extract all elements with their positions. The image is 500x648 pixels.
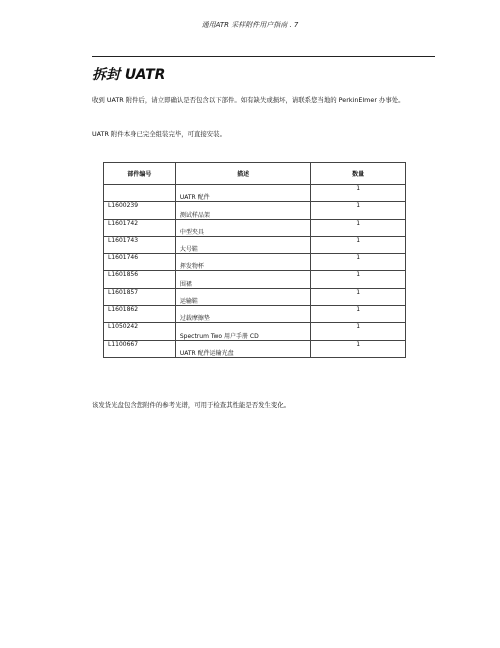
table-row <box>104 202 406 219</box>
assembled-paragraph: UATR 附件本身已完全组装完毕，可直接安装。 <box>92 130 226 138</box>
table-row <box>104 340 406 357</box>
quantity-cell: 1 <box>311 185 406 202</box>
description-cell: 围裙 <box>175 271 311 288</box>
part-number-cell: L1600239 <box>104 202 176 219</box>
table-row <box>104 306 406 323</box>
description-cell: 运输鞋 <box>175 288 311 305</box>
cd-note-paragraph: 该发货光盘包含您附件的参考光谱，可用于检查其性能是否发生变化。 <box>92 401 291 409</box>
part-number-cell: L1601746 <box>104 254 176 271</box>
description-cell: 过载摩擦垫 <box>175 306 311 323</box>
description-cell: 挥发物杯 <box>175 254 311 271</box>
quantity-cell: 1 <box>311 306 406 323</box>
table-row <box>104 236 406 253</box>
table-row <box>104 219 406 236</box>
description-cell: 中型夹具 <box>175 219 311 236</box>
quantity-cell: 1 <box>311 323 406 340</box>
section-title: 拆封 UATR <box>92 67 166 83</box>
section-rule <box>92 56 435 57</box>
parts-table <box>103 162 406 358</box>
table-row <box>104 185 406 202</box>
header-part-number: 部件编号 <box>104 163 176 185</box>
description-cell: UATR 配件 <box>175 185 311 202</box>
quantity-cell: 1 <box>311 236 406 253</box>
quantity-cell: 1 <box>311 202 406 219</box>
table-row <box>104 271 406 288</box>
quantity-cell: 1 <box>311 271 406 288</box>
part-number-cell: L1601856 <box>104 271 176 288</box>
quantity-cell: 1 <box>311 340 406 357</box>
part-number-cell: L1601862 <box>104 306 176 323</box>
description-cell: UATR 配件运输光盘 <box>175 340 311 357</box>
description-cell: 测试样品架 <box>175 202 311 219</box>
table-row <box>104 323 406 340</box>
quantity-cell: 1 <box>311 219 406 236</box>
table-row <box>104 288 406 305</box>
intro-paragraph: 收到 UATR 附件后，请立即确认是否包含以下部件。如有缺失或损坏，请联系您当地的 PerkinElmer 办事处。 <box>92 96 405 104</box>
description-cell: Spectrum Two 用户手册 CD <box>175 323 311 340</box>
header-quantity: 数量 <box>311 163 406 185</box>
table-header-row <box>104 163 406 185</box>
header-description: 描述 <box>175 163 311 185</box>
part-number-cell: L1100667 <box>104 340 176 357</box>
quantity-cell: 1 <box>311 254 406 271</box>
table-row <box>104 254 406 271</box>
quantity-cell: 1 <box>311 288 406 305</box>
part-number-cell: L1050242 <box>104 323 176 340</box>
part-number-cell: L1601857 <box>104 288 176 305</box>
running-header: 通用ATR 采样附件用户指南 . 7 <box>201 21 299 29</box>
part-number-cell: L1601742 <box>104 219 176 236</box>
part-number-cell <box>104 185 176 202</box>
description-cell: 大号鞋 <box>175 236 311 253</box>
part-number-cell: L1601743 <box>104 236 176 253</box>
